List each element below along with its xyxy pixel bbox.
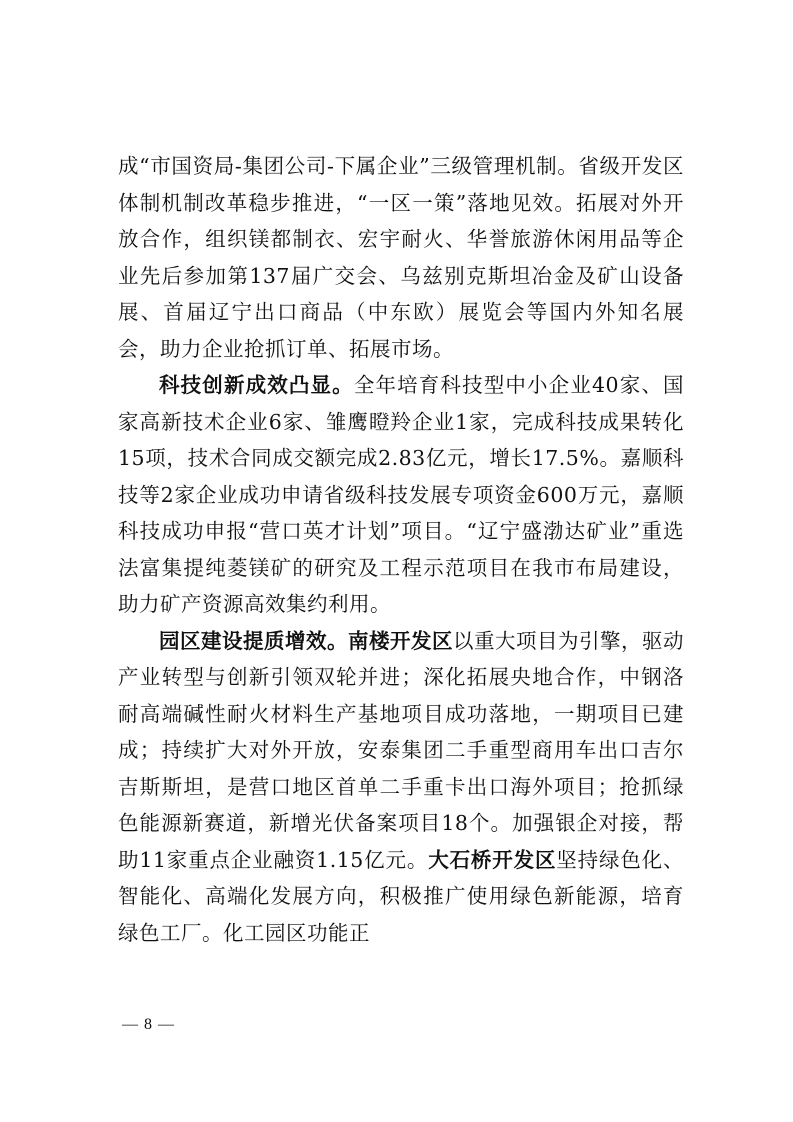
document-body	[118, 148, 684, 951]
paragraph-park-construction	[118, 623, 684, 952]
paragraph-text: 成“市国资局-集团公司-下属企业”三级管理机制。省级开发区体制机制改革稳步推进，“一区一策”落地见效。拓展对外开放合作，组织镁都制衣、宏宇耐火、华誉旅游休闲用品等企业先后参加第137届广交会、乌兹别克斯坦冶金及矿山设备展、首届辽宁出口商品（中东欧）展览会等国内外知名展会，助力企业抢抓订单、拓展市场。	[118, 154, 684, 361]
page-number: — 8 —	[122, 1016, 175, 1033]
paragraph-continuation	[118, 148, 684, 367]
section-heading: 园区建设提质增效。	[159, 628, 348, 653]
paragraph-text: 坚持绿色化、智能化、高端化发展方向，积极推广使用绿色新能源，培育绿色工厂。化工园区功能正	[118, 847, 685, 945]
zone-name-nanlou: 南楼开发区	[348, 628, 453, 653]
zone-name-dashiqiao: 大石桥开发区	[428, 847, 557, 872]
section-heading: 科技创新成效凸显。	[159, 373, 354, 397]
paragraph-text: 全年培育科技型中小企业40家、国家高新技术企业6家、雏鹰瞪羚企业1家，完成科技成果转化15项，技术合同成交额完成2.83亿元，增长17.5%。嘉顺科技等2家企业成功申请省级科技发展专项资金600万元，嘉顺科技成功申报“营口英才计划”项目。“辽宁盛渤达矿业”重选法富集提纯菱镁矿的研究及工程示范项目在我市布局建设，助力矿产资源高效集约利用。	[118, 373, 685, 616]
paragraph-text: 以重大项目为引擎，驱动产业转型与创新引领双轮并进；深化拓展央地合作，中钢洛耐高端碱性耐火材料生产基地项目成功落地，一期项目已建成；持续扩大对外开放，安泰集团二手重型商用车出口吉尔吉斯斯坦，是营口地区首单二手重卡出口海外项目；抢抓绿色能源新赛道，新增光伏备案项目18个。加强银企对接，帮助11家重点企业融资1.15亿元。	[118, 628, 684, 872]
paragraph-tech-innovation	[118, 367, 684, 623]
